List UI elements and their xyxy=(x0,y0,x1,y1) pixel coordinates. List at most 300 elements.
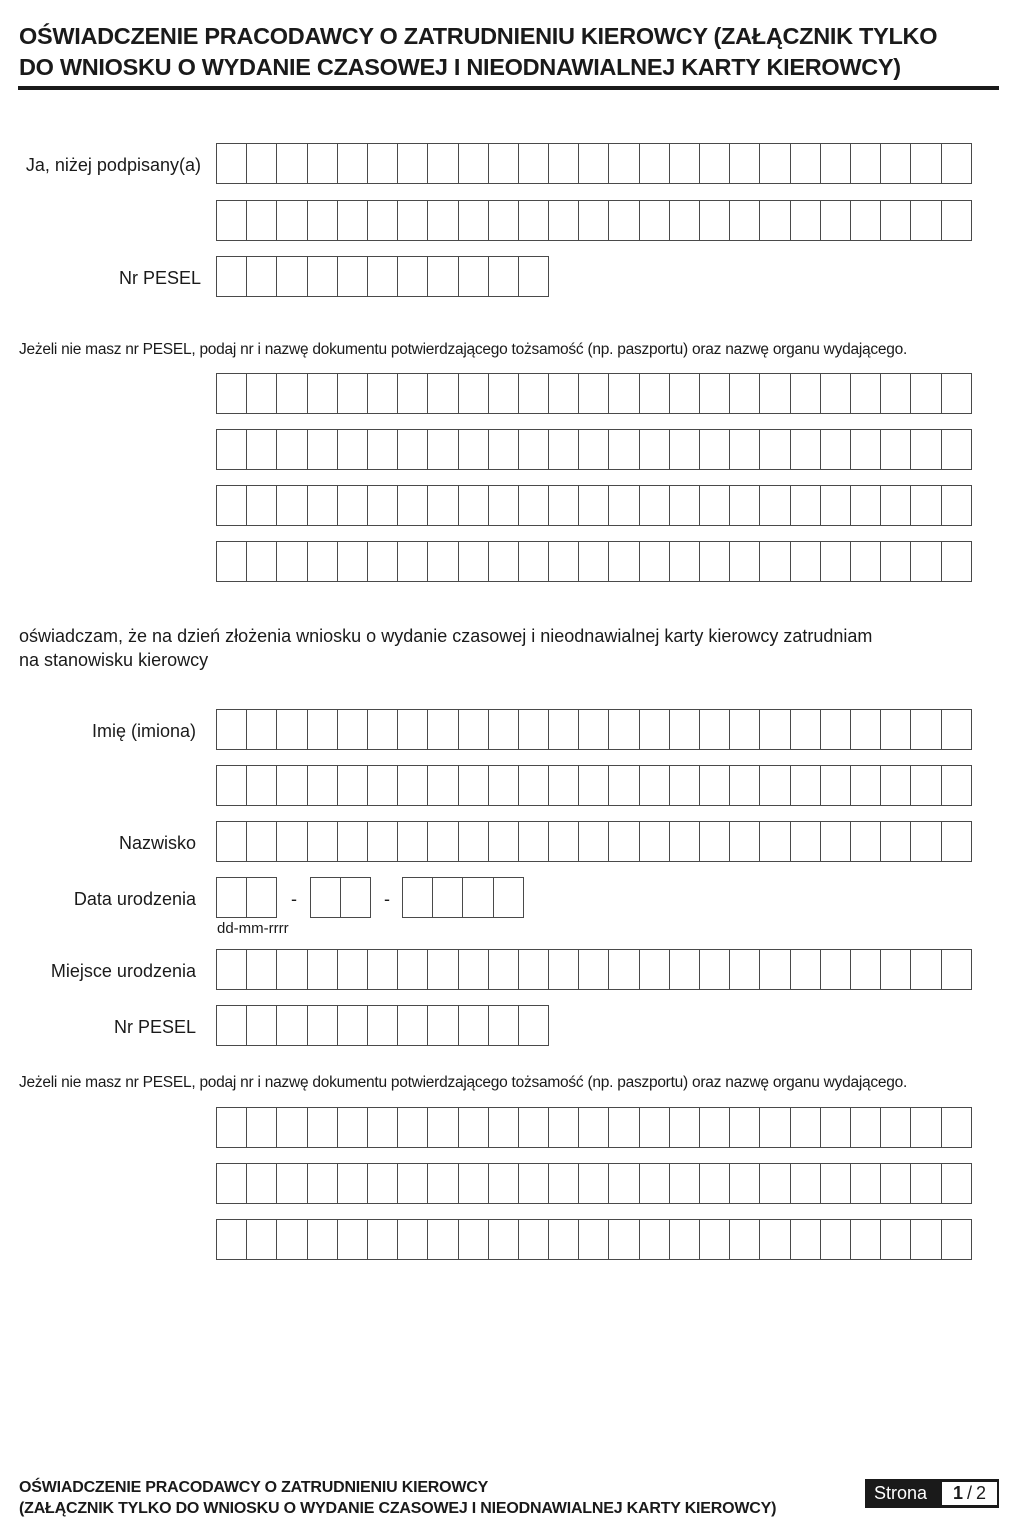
character-box[interactable] xyxy=(578,1107,609,1148)
character-box[interactable] xyxy=(307,429,338,470)
character-box[interactable] xyxy=(578,949,609,990)
character-box[interactable] xyxy=(880,200,911,241)
character-box[interactable] xyxy=(850,429,881,470)
character-box[interactable] xyxy=(216,485,247,526)
character-box[interactable] xyxy=(458,1107,489,1148)
character-box[interactable] xyxy=(458,709,489,750)
character-box[interactable] xyxy=(276,1107,307,1148)
character-box[interactable] xyxy=(427,429,458,470)
character-box[interactable] xyxy=(850,765,881,806)
character-box[interactable] xyxy=(397,709,428,750)
character-box[interactable] xyxy=(246,765,277,806)
character-box[interactable] xyxy=(639,373,670,414)
character-box[interactable] xyxy=(880,143,911,184)
character-box[interactable] xyxy=(729,821,760,862)
character-box[interactable] xyxy=(458,429,489,470)
character-box[interactable] xyxy=(699,485,730,526)
character-box[interactable] xyxy=(548,541,579,582)
character-box[interactable] xyxy=(458,949,489,990)
character-box[interactable] xyxy=(548,485,579,526)
character-box[interactable] xyxy=(548,1163,579,1204)
character-box[interactable] xyxy=(367,541,398,582)
character-box[interactable] xyxy=(910,1219,941,1260)
character-box[interactable] xyxy=(729,143,760,184)
character-box[interactable] xyxy=(518,200,549,241)
character-box[interactable] xyxy=(578,821,609,862)
character-box[interactable] xyxy=(427,256,458,297)
character-box[interactable] xyxy=(910,429,941,470)
character-box[interactable] xyxy=(367,949,398,990)
character-box[interactable] xyxy=(216,256,247,297)
character-box[interactable] xyxy=(216,1219,247,1260)
character-box[interactable] xyxy=(518,949,549,990)
character-box[interactable] xyxy=(488,1219,519,1260)
character-box[interactable] xyxy=(729,429,760,470)
character-box[interactable] xyxy=(337,485,368,526)
character-box[interactable] xyxy=(850,1107,881,1148)
character-box[interactable] xyxy=(578,143,609,184)
character-box[interactable] xyxy=(910,765,941,806)
character-box[interactable] xyxy=(820,200,851,241)
character-box[interactable] xyxy=(669,143,700,184)
character-box[interactable] xyxy=(759,1219,790,1260)
character-box[interactable] xyxy=(941,541,972,582)
character-box[interactable] xyxy=(850,1163,881,1204)
character-box[interactable] xyxy=(427,1219,458,1260)
character-box[interactable] xyxy=(850,200,881,241)
character-box[interactable] xyxy=(729,373,760,414)
character-box[interactable] xyxy=(337,373,368,414)
character-box[interactable] xyxy=(880,429,911,470)
character-box[interactable] xyxy=(669,1107,700,1148)
character-box[interactable] xyxy=(367,200,398,241)
driver-first-name-row-1[interactable] xyxy=(216,709,972,750)
character-box[interactable] xyxy=(307,821,338,862)
character-box[interactable] xyxy=(458,256,489,297)
character-box[interactable] xyxy=(639,485,670,526)
character-box[interactable] xyxy=(759,709,790,750)
character-box[interactable] xyxy=(337,765,368,806)
character-box[interactable] xyxy=(367,821,398,862)
character-box[interactable] xyxy=(608,1163,639,1204)
character-box[interactable] xyxy=(367,485,398,526)
character-box[interactable] xyxy=(488,709,519,750)
character-box[interactable] xyxy=(608,821,639,862)
character-box[interactable] xyxy=(367,1163,398,1204)
character-box[interactable] xyxy=(488,373,519,414)
character-box[interactable] xyxy=(880,373,911,414)
character-box[interactable] xyxy=(729,485,760,526)
character-box[interactable] xyxy=(216,949,247,990)
character-box[interactable] xyxy=(307,373,338,414)
character-box[interactable] xyxy=(759,143,790,184)
character-box[interactable] xyxy=(427,143,458,184)
character-box[interactable] xyxy=(880,765,911,806)
character-box[interactable] xyxy=(427,485,458,526)
character-box[interactable] xyxy=(548,200,579,241)
character-box[interactable] xyxy=(729,541,760,582)
character-box[interactable] xyxy=(729,1219,760,1260)
character-box[interactable] xyxy=(337,1163,368,1204)
character-box[interactable] xyxy=(246,429,277,470)
character-box[interactable] xyxy=(608,200,639,241)
driver-pesel-field[interactable] xyxy=(216,1005,549,1046)
character-box[interactable] xyxy=(367,1005,398,1046)
character-box[interactable] xyxy=(276,821,307,862)
employer-name-row-1[interactable] xyxy=(216,143,972,184)
character-box[interactable] xyxy=(397,1107,428,1148)
character-box[interactable] xyxy=(820,709,851,750)
character-box[interactable] xyxy=(246,821,277,862)
character-box[interactable] xyxy=(246,877,277,918)
character-box[interactable] xyxy=(246,200,277,241)
character-box[interactable] xyxy=(307,485,338,526)
character-box[interactable] xyxy=(578,1219,609,1260)
character-box[interactable] xyxy=(307,1005,338,1046)
character-box[interactable] xyxy=(729,1107,760,1148)
character-box[interactable] xyxy=(307,541,338,582)
character-box[interactable] xyxy=(578,485,609,526)
character-box[interactable] xyxy=(820,949,851,990)
character-box[interactable] xyxy=(699,429,730,470)
character-box[interactable] xyxy=(337,200,368,241)
character-box[interactable] xyxy=(639,821,670,862)
character-box[interactable] xyxy=(820,429,851,470)
character-box[interactable] xyxy=(639,429,670,470)
character-box[interactable] xyxy=(397,1219,428,1260)
character-box[interactable] xyxy=(910,373,941,414)
character-box[interactable] xyxy=(669,765,700,806)
character-box[interactable] xyxy=(759,200,790,241)
character-box[interactable] xyxy=(488,429,519,470)
character-box[interactable] xyxy=(337,256,368,297)
character-box[interactable] xyxy=(397,200,428,241)
character-box[interactable] xyxy=(488,765,519,806)
character-box[interactable] xyxy=(669,373,700,414)
character-box[interactable] xyxy=(276,429,307,470)
character-box[interactable] xyxy=(639,709,670,750)
character-box[interactable] xyxy=(307,709,338,750)
character-box[interactable] xyxy=(216,709,247,750)
character-box[interactable] xyxy=(518,256,549,297)
character-box[interactable] xyxy=(880,821,911,862)
character-box[interactable] xyxy=(458,1005,489,1046)
character-box[interactable] xyxy=(518,1163,549,1204)
character-box[interactable] xyxy=(759,541,790,582)
character-box[interactable] xyxy=(518,485,549,526)
character-box[interactable] xyxy=(790,1163,821,1204)
employer-name-row-2[interactable] xyxy=(216,200,972,241)
character-box[interactable] xyxy=(880,1107,911,1148)
driver-birth-place-field[interactable] xyxy=(216,949,972,990)
character-box[interactable] xyxy=(397,429,428,470)
character-box[interactable] xyxy=(699,949,730,990)
character-box[interactable] xyxy=(488,821,519,862)
character-box[interactable] xyxy=(578,373,609,414)
character-box[interactable] xyxy=(367,709,398,750)
character-box[interactable] xyxy=(246,143,277,184)
character-box[interactable] xyxy=(548,1219,579,1260)
character-box[interactable] xyxy=(548,949,579,990)
character-box[interactable] xyxy=(608,373,639,414)
character-box[interactable] xyxy=(276,1163,307,1204)
character-box[interactable] xyxy=(669,200,700,241)
birth-date-day-field[interactable] xyxy=(216,877,277,918)
character-box[interactable] xyxy=(276,765,307,806)
character-box[interactable] xyxy=(608,485,639,526)
character-box[interactable] xyxy=(941,1163,972,1204)
character-box[interactable] xyxy=(669,541,700,582)
character-box[interactable] xyxy=(669,1219,700,1260)
character-box[interactable] xyxy=(850,709,881,750)
character-box[interactable] xyxy=(367,143,398,184)
character-box[interactable] xyxy=(276,373,307,414)
character-box[interactable] xyxy=(458,200,489,241)
character-box[interactable] xyxy=(216,429,247,470)
character-box[interactable] xyxy=(578,541,609,582)
character-box[interactable] xyxy=(307,200,338,241)
character-box[interactable] xyxy=(759,429,790,470)
character-box[interactable] xyxy=(820,821,851,862)
character-box[interactable] xyxy=(216,143,247,184)
character-box[interactable] xyxy=(820,485,851,526)
character-box[interactable] xyxy=(307,1107,338,1148)
character-box[interactable] xyxy=(488,1163,519,1204)
character-box[interactable] xyxy=(493,877,524,918)
character-box[interactable] xyxy=(276,1219,307,1260)
character-box[interactable] xyxy=(759,1163,790,1204)
character-box[interactable] xyxy=(639,1107,670,1148)
character-box[interactable] xyxy=(669,949,700,990)
character-box[interactable] xyxy=(397,256,428,297)
character-box[interactable] xyxy=(367,765,398,806)
character-box[interactable] xyxy=(458,541,489,582)
character-box[interactable] xyxy=(729,709,760,750)
character-box[interactable] xyxy=(941,200,972,241)
character-box[interactable] xyxy=(910,541,941,582)
character-box[interactable] xyxy=(488,1005,519,1046)
character-box[interactable] xyxy=(216,1163,247,1204)
character-box[interactable] xyxy=(578,1163,609,1204)
character-box[interactable] xyxy=(941,1107,972,1148)
character-box[interactable] xyxy=(246,1005,277,1046)
character-box[interactable] xyxy=(910,485,941,526)
character-box[interactable] xyxy=(276,541,307,582)
character-box[interactable] xyxy=(941,709,972,750)
character-box[interactable] xyxy=(337,821,368,862)
character-box[interactable] xyxy=(337,541,368,582)
character-box[interactable] xyxy=(790,373,821,414)
character-box[interactable] xyxy=(699,1107,730,1148)
character-box[interactable] xyxy=(820,1219,851,1260)
character-box[interactable] xyxy=(340,877,371,918)
character-box[interactable] xyxy=(458,485,489,526)
character-box[interactable] xyxy=(669,485,700,526)
character-box[interactable] xyxy=(276,200,307,241)
character-box[interactable] xyxy=(518,429,549,470)
character-box[interactable] xyxy=(820,541,851,582)
character-box[interactable] xyxy=(458,373,489,414)
character-box[interactable] xyxy=(759,373,790,414)
character-box[interactable] xyxy=(699,200,730,241)
character-box[interactable] xyxy=(337,143,368,184)
character-box[interactable] xyxy=(367,1107,398,1148)
character-box[interactable] xyxy=(759,485,790,526)
character-box[interactable] xyxy=(941,1219,972,1260)
character-box[interactable] xyxy=(548,821,579,862)
character-box[interactable] xyxy=(850,485,881,526)
character-box[interactable] xyxy=(850,541,881,582)
character-box[interactable] xyxy=(729,1163,760,1204)
character-box[interactable] xyxy=(669,821,700,862)
character-box[interactable] xyxy=(337,1005,368,1046)
character-box[interactable] xyxy=(910,200,941,241)
driver-last-name-field[interactable] xyxy=(216,821,972,862)
character-box[interactable] xyxy=(307,1163,338,1204)
character-box[interactable] xyxy=(699,541,730,582)
birth-date-month-field[interactable] xyxy=(310,877,371,918)
character-box[interactable] xyxy=(246,256,277,297)
character-box[interactable] xyxy=(548,709,579,750)
character-box[interactable] xyxy=(729,200,760,241)
character-box[interactable] xyxy=(518,1107,549,1148)
character-box[interactable] xyxy=(639,949,670,990)
character-box[interactable] xyxy=(608,541,639,582)
employer-id-document-row-2[interactable] xyxy=(216,429,972,470)
character-box[interactable] xyxy=(216,765,247,806)
character-box[interactable] xyxy=(432,877,463,918)
character-box[interactable] xyxy=(578,200,609,241)
character-box[interactable] xyxy=(337,1219,368,1260)
character-box[interactable] xyxy=(427,709,458,750)
character-box[interactable] xyxy=(850,949,881,990)
character-box[interactable] xyxy=(397,373,428,414)
character-box[interactable] xyxy=(397,1163,428,1204)
character-box[interactable] xyxy=(759,765,790,806)
character-box[interactable] xyxy=(850,373,881,414)
character-box[interactable] xyxy=(518,1005,549,1046)
character-box[interactable] xyxy=(246,541,277,582)
character-box[interactable] xyxy=(639,1163,670,1204)
character-box[interactable] xyxy=(397,541,428,582)
character-box[interactable] xyxy=(458,1163,489,1204)
character-box[interactable] xyxy=(850,1219,881,1260)
character-box[interactable] xyxy=(488,485,519,526)
character-box[interactable] xyxy=(397,485,428,526)
character-box[interactable] xyxy=(820,143,851,184)
character-box[interactable] xyxy=(397,821,428,862)
character-box[interactable] xyxy=(488,256,519,297)
character-box[interactable] xyxy=(941,373,972,414)
character-box[interactable] xyxy=(337,709,368,750)
character-box[interactable] xyxy=(427,373,458,414)
character-box[interactable] xyxy=(548,143,579,184)
character-box[interactable] xyxy=(910,1107,941,1148)
character-box[interactable] xyxy=(397,949,428,990)
character-box[interactable] xyxy=(608,765,639,806)
character-box[interactable] xyxy=(699,765,730,806)
character-box[interactable] xyxy=(276,709,307,750)
employer-id-document-row-4[interactable] xyxy=(216,541,972,582)
employer-id-document-row-1[interactable] xyxy=(216,373,972,414)
driver-id-document-row-1[interactable] xyxy=(216,1107,972,1148)
character-box[interactable] xyxy=(246,1163,277,1204)
character-box[interactable] xyxy=(790,1107,821,1148)
employer-pesel-field[interactable] xyxy=(216,256,549,297)
character-box[interactable] xyxy=(548,1107,579,1148)
character-box[interactable] xyxy=(402,877,433,918)
character-box[interactable] xyxy=(310,877,341,918)
character-box[interactable] xyxy=(427,821,458,862)
character-box[interactable] xyxy=(548,373,579,414)
character-box[interactable] xyxy=(427,1005,458,1046)
character-box[interactable] xyxy=(910,709,941,750)
character-box[interactable] xyxy=(578,429,609,470)
character-box[interactable] xyxy=(608,143,639,184)
character-box[interactable] xyxy=(941,821,972,862)
character-box[interactable] xyxy=(246,709,277,750)
character-box[interactable] xyxy=(669,429,700,470)
character-box[interactable] xyxy=(729,949,760,990)
character-box[interactable] xyxy=(307,143,338,184)
character-box[interactable] xyxy=(880,1219,911,1260)
character-box[interactable] xyxy=(759,949,790,990)
character-box[interactable] xyxy=(488,541,519,582)
character-box[interactable] xyxy=(608,1107,639,1148)
employer-id-document-row-3[interactable] xyxy=(216,485,972,526)
character-box[interactable] xyxy=(518,1219,549,1260)
character-box[interactable] xyxy=(941,143,972,184)
character-box[interactable] xyxy=(729,765,760,806)
character-box[interactable] xyxy=(427,541,458,582)
character-box[interactable] xyxy=(910,821,941,862)
character-box[interactable] xyxy=(488,1107,519,1148)
character-box[interactable] xyxy=(397,143,428,184)
character-box[interactable] xyxy=(216,1005,247,1046)
character-box[interactable] xyxy=(880,485,911,526)
character-box[interactable] xyxy=(216,877,247,918)
character-box[interactable] xyxy=(850,143,881,184)
character-box[interactable] xyxy=(759,821,790,862)
character-box[interactable] xyxy=(276,949,307,990)
character-box[interactable] xyxy=(246,373,277,414)
character-box[interactable] xyxy=(488,143,519,184)
character-box[interactable] xyxy=(669,709,700,750)
character-box[interactable] xyxy=(941,765,972,806)
driver-first-name-row-2[interactable] xyxy=(216,765,972,806)
character-box[interactable] xyxy=(790,200,821,241)
birth-date-year-field[interactable] xyxy=(402,877,524,918)
character-box[interactable] xyxy=(276,256,307,297)
character-box[interactable] xyxy=(941,485,972,526)
character-box[interactable] xyxy=(246,1219,277,1260)
character-box[interactable] xyxy=(669,1163,700,1204)
character-box[interactable] xyxy=(518,143,549,184)
character-box[interactable] xyxy=(307,765,338,806)
character-box[interactable] xyxy=(880,949,911,990)
character-box[interactable] xyxy=(759,1107,790,1148)
character-box[interactable] xyxy=(216,821,247,862)
character-box[interactable] xyxy=(639,143,670,184)
character-box[interactable] xyxy=(639,1219,670,1260)
character-box[interactable] xyxy=(548,765,579,806)
character-box[interactable] xyxy=(699,373,730,414)
character-box[interactable] xyxy=(850,821,881,862)
character-box[interactable] xyxy=(608,949,639,990)
character-box[interactable] xyxy=(518,821,549,862)
character-box[interactable] xyxy=(910,949,941,990)
character-box[interactable] xyxy=(941,949,972,990)
